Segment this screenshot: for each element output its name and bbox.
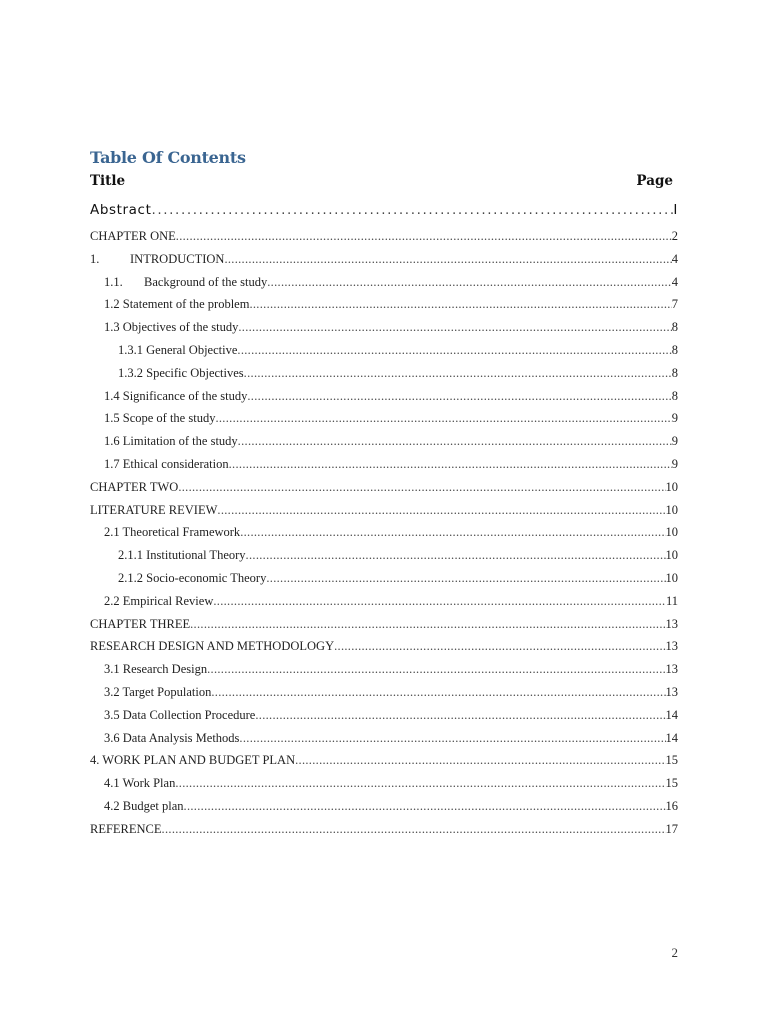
- dot-leader: [207, 658, 665, 681]
- dot-leader: [255, 704, 665, 727]
- toc-entry-statement[interactable]: [90, 293, 678, 316]
- toc-entry-label: 1.3 Objectives of the study: [104, 320, 239, 335]
- toc-entry-socio-economic-theory[interactable]: [90, 567, 678, 590]
- dot-leader: [249, 293, 671, 316]
- toc-entry-number: 1.: [90, 251, 100, 266]
- dot-leader: [238, 316, 671, 339]
- toc-entry-page: 2: [671, 229, 678, 243]
- toc-entry-label: 1.5 Scope of the study: [104, 411, 216, 426]
- toc-entry-page: 8: [671, 388, 678, 403]
- toc-entry-label: 1.3.2 Specific Objectives: [118, 365, 244, 380]
- dot-leader: [211, 681, 665, 704]
- toc-entry-background[interactable]: [90, 271, 678, 294]
- toc-entry-page: 8: [671, 342, 678, 357]
- toc-entry-page: 10: [665, 570, 678, 585]
- toc-entry-label: 3.6 Data Analysis Methods: [104, 730, 240, 745]
- dot-leader: [334, 635, 665, 658]
- toc-entry-page: 14: [665, 730, 678, 745]
- toc-entry-label: 3.2 Target Population: [104, 684, 212, 699]
- toc-entry-data-analysis[interactable]: [90, 727, 678, 750]
- toc-entry-label: 2.2 Empirical Review: [104, 593, 214, 608]
- toc-entry-label: 1.4 Significance of the study: [104, 388, 248, 403]
- toc-entry-target-population[interactable]: [90, 681, 678, 704]
- dot-leader: [244, 362, 672, 385]
- toc-entry-label: CHAPTER TWO: [90, 479, 179, 494]
- toc-entry-label: LITERATURE REVIEW: [90, 502, 218, 517]
- dot-leader: [176, 225, 672, 248]
- toc-entry-label: CHAPTER ONE: [90, 229, 176, 243]
- toc-entry-label: 4.2 Budget plan: [104, 798, 184, 813]
- toc-entry-page: 13: [665, 639, 678, 654]
- toc-heading: Table Of Contents: [90, 148, 246, 167]
- toc-entry-page: 14: [665, 707, 678, 722]
- toc-entry-label-group: [90, 248, 224, 271]
- dot-leader: [178, 476, 665, 499]
- toc-entry-label: Background of the study: [144, 274, 268, 289]
- toc-entry-work-budget-plan[interactable]: [90, 749, 678, 772]
- toc-entry-label: 2.1.1 Institutional Theory: [118, 548, 246, 563]
- toc-entry-page: 11: [665, 593, 678, 608]
- toc-entry-label: 3.1 Research Design: [104, 662, 208, 677]
- toc-entry-label: 2.1 Theoretical Framework: [104, 525, 241, 540]
- toc-entry-research-design[interactable]: [90, 658, 678, 681]
- dot-leader: [162, 818, 666, 841]
- toc-entry-empirical-review[interactable]: [90, 590, 678, 613]
- toc-entry-label: 1.6 Limitation of the study: [104, 434, 238, 449]
- toc-entry-label: RESEARCH DESIGN AND METHODOLOGY: [90, 639, 335, 654]
- toc-entry-page: 9: [671, 411, 678, 426]
- page-number: 2: [671, 945, 678, 960]
- toc-entry-scope[interactable]: [90, 407, 678, 430]
- dot-leader: [213, 590, 666, 613]
- toc-entry-specific-objectives[interactable]: [90, 362, 678, 385]
- dot-leader: [246, 544, 666, 567]
- toc-entry-number: 1.1.: [104, 274, 123, 289]
- page-column-header: Page: [636, 173, 673, 189]
- title-column-header: Title: [90, 173, 126, 189]
- dot-leader: [267, 271, 672, 294]
- table-of-contents: [90, 195, 678, 841]
- toc-entry-research-design-methodology[interactable]: [90, 635, 678, 658]
- dot-leader: [217, 499, 665, 522]
- toc-entry-general-objective[interactable]: [90, 339, 678, 362]
- dot-leader: [190, 613, 665, 636]
- toc-entry-label: 1.3.1 General Objective: [118, 342, 238, 357]
- toc-entry-page: 13: [665, 662, 678, 677]
- toc-entry-label: INTRODUCTION: [130, 251, 225, 266]
- dot-leader: [224, 248, 671, 271]
- dot-leader: [215, 407, 671, 430]
- toc-entry-label: 4.1 Work Plan: [104, 776, 176, 791]
- toc-entry-abstract[interactable]: [90, 195, 678, 225]
- dot-leader: [240, 521, 665, 544]
- toc-entry-work-plan[interactable]: [90, 772, 678, 795]
- toc-entry-ethical[interactable]: [90, 453, 678, 476]
- toc-entry-page: 4: [671, 251, 678, 266]
- toc-entry-page: I: [673, 202, 678, 218]
- toc-entry-page: 13: [665, 616, 678, 631]
- toc-entry-label: REFERENCE: [90, 821, 162, 836]
- toc-entry-page: 17: [665, 821, 678, 836]
- toc-entry-page: 9: [671, 434, 678, 449]
- toc-entry-theoretical-framework[interactable]: [90, 521, 678, 544]
- toc-entry-reference[interactable]: [90, 818, 678, 841]
- toc-entry-page: 9: [671, 456, 678, 471]
- toc-entry-page: 10: [665, 479, 678, 494]
- toc-entry-label: 1.2 Statement of the problem: [104, 297, 250, 312]
- toc-entry-data-collection[interactable]: [90, 704, 678, 727]
- toc-entry-page: 8: [671, 365, 678, 380]
- toc-entry-page: 15: [665, 753, 678, 768]
- dot-leader: [237, 339, 671, 362]
- toc-entry-label: 4. WORK PLAN AND BUDGET PLAN: [90, 753, 296, 768]
- dot-leader: [229, 453, 672, 476]
- toc-entry-introduction[interactable]: [90, 248, 678, 271]
- dot-leader: [295, 749, 665, 772]
- toc-entry-label: 2.1.2 Socio-economic Theory: [118, 570, 267, 585]
- toc-entry-page: 13: [665, 684, 678, 699]
- toc-entry-significance[interactable]: [90, 385, 678, 408]
- toc-entry-label-group: [104, 271, 267, 294]
- toc-entry-label: 3.5 Data Collection Procedure: [104, 707, 256, 722]
- dot-leader: [175, 772, 665, 795]
- dot-leader: [184, 795, 666, 818]
- toc-entry-page: 16: [665, 798, 678, 813]
- toc-entry-label: CHAPTER THREE: [90, 616, 191, 631]
- toc-entry-chapter-three[interactable]: [90, 613, 678, 636]
- toc-entry-budget-plan[interactable]: [90, 795, 678, 818]
- toc-entry-label: Abstract: [90, 202, 152, 218]
- toc-entry-limitation[interactable]: [90, 430, 678, 453]
- toc-entry-page: 7: [671, 297, 678, 312]
- dot-leader: [238, 430, 672, 453]
- toc-entry-objectives[interactable]: [90, 316, 678, 339]
- toc-entry-page: 4: [671, 274, 678, 289]
- dot-leader: [266, 567, 665, 590]
- toc-entry-page: 10: [665, 502, 678, 517]
- toc-entry-literature-review[interactable]: [90, 499, 678, 522]
- toc-entry-page: 10: [665, 525, 678, 540]
- toc-entry-chapter-two[interactable]: [90, 476, 678, 499]
- toc-entry-page: 8: [671, 320, 678, 335]
- toc-entry-label: 1.7 Ethical consideration: [104, 456, 229, 471]
- toc-entry-chapter-one[interactable]: [90, 225, 678, 248]
- toc-entry-page: 10: [665, 548, 678, 563]
- dot-leader: [247, 385, 671, 408]
- dot-leader: [239, 727, 665, 750]
- toc-entry-page: 15: [665, 776, 678, 791]
- dot-leader: [151, 195, 673, 225]
- toc-entry-institutional-theory[interactable]: [90, 544, 678, 567]
